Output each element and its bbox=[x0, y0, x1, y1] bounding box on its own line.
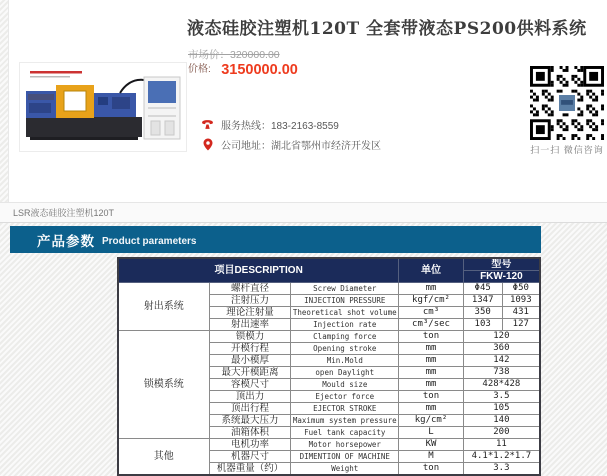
item-name-en: Opening stroke bbox=[291, 343, 399, 355]
value-cell: 200 bbox=[463, 427, 540, 439]
section-title-en: Product parameters bbox=[102, 236, 197, 247]
unit-cell: KW bbox=[399, 439, 464, 451]
item-name-cn: 注射压力 bbox=[209, 295, 291, 307]
item-name-cn: 机器重量（约） bbox=[209, 463, 291, 476]
col-header-model-no: FKW-120 bbox=[463, 271, 540, 283]
value-cell: Φ50 bbox=[502, 283, 540, 295]
value-cell: 127 bbox=[502, 319, 540, 331]
address-value: 湖北省鄂州市经济开发区 bbox=[271, 141, 381, 152]
item-name-en: Clamping force bbox=[291, 331, 399, 343]
unit-cell: mm bbox=[399, 283, 464, 295]
col-header-unit: 单位 bbox=[399, 258, 464, 283]
price-label: 价格: bbox=[188, 64, 211, 75]
unit-cell: kgf/cm² bbox=[399, 295, 464, 307]
address-text bbox=[221, 137, 381, 152]
table-head bbox=[118, 258, 540, 283]
hotline-text bbox=[221, 117, 339, 132]
category-cell: 锁模系统 bbox=[118, 331, 209, 439]
price-value: 3150000.00 bbox=[221, 62, 298, 78]
qr-caption: 扫一扫 微信咨询 bbox=[530, 145, 604, 155]
market-price-label: 市场价： bbox=[188, 49, 230, 61]
item-name-cn: 最大开模距离 bbox=[209, 367, 291, 379]
item-name-en: Screw Diameter bbox=[291, 283, 399, 295]
value-cell: 3.5 bbox=[463, 391, 540, 403]
value-cell: 350 bbox=[463, 307, 502, 319]
col-header-model: 型号 bbox=[463, 258, 540, 271]
item-name-cn: 螺杆直径 bbox=[209, 283, 291, 295]
item-name-en: Weight bbox=[291, 463, 399, 476]
unit-cell: kg/cm² bbox=[399, 415, 464, 427]
unit-cell: mm bbox=[399, 403, 464, 415]
item-name-cn: 理论注射量 bbox=[209, 307, 291, 319]
address-label: 公司地址： bbox=[221, 141, 271, 152]
unit-cell: mm bbox=[399, 367, 464, 379]
value-cell: 428*428 bbox=[463, 379, 540, 391]
unit-cell: mm bbox=[399, 343, 464, 355]
item-name-cn: 顶出行程 bbox=[209, 403, 291, 415]
item-name-cn: 开模行程 bbox=[209, 343, 291, 355]
product-image[interactable] bbox=[19, 62, 187, 152]
section-title-cn: 产品参数 bbox=[37, 233, 95, 249]
unit-cell: mm bbox=[399, 355, 464, 367]
value-cell: 11 bbox=[463, 439, 540, 451]
item-name-en: Injection rate bbox=[291, 319, 399, 331]
qr-code bbox=[530, 66, 604, 140]
hotline-row bbox=[201, 117, 339, 132]
item-name-cn: 系统最大压力 bbox=[209, 415, 291, 427]
value-cell: 4.1*1.2*1.7 bbox=[463, 451, 540, 463]
unit-cell: cm³ bbox=[399, 307, 464, 319]
item-name-en: Ejector force bbox=[291, 391, 399, 403]
value-cell: 3.3 bbox=[463, 463, 540, 476]
product-summary-panel bbox=[8, 0, 607, 202]
address-row bbox=[201, 137, 381, 152]
location-pin-icon bbox=[201, 138, 214, 151]
item-name-cn: 容模尺寸 bbox=[209, 379, 291, 391]
category-cell: 其他 bbox=[118, 439, 209, 476]
qr-block bbox=[527, 66, 607, 156]
item-name-cn: 锁模力 bbox=[209, 331, 291, 343]
param-table-body bbox=[118, 283, 540, 476]
table-row bbox=[118, 439, 540, 451]
machine-illustration bbox=[20, 63, 186, 151]
value-cell: 360 bbox=[463, 343, 540, 355]
item-name-en: DIMENTION OF MACHINE bbox=[291, 451, 399, 463]
tab-strip bbox=[0, 202, 607, 223]
table-row bbox=[118, 283, 540, 295]
item-name-cn: 油箱体积 bbox=[209, 427, 291, 439]
unit-cell: ton bbox=[399, 463, 464, 476]
unit-cell: M bbox=[399, 451, 464, 463]
item-name-en: Min.Mold bbox=[291, 355, 399, 367]
phone-icon bbox=[201, 118, 214, 131]
unit-cell: ton bbox=[399, 331, 464, 343]
value-cell: 140 bbox=[463, 415, 540, 427]
item-name-en: INJECTION PRESSURE bbox=[291, 295, 399, 307]
value-cell: 105 bbox=[463, 403, 540, 415]
price-row bbox=[188, 60, 298, 79]
table-row bbox=[118, 331, 540, 343]
item-name-cn: 最小模厚 bbox=[209, 355, 291, 367]
product-title: 液态硅胶注塑机120T 全套带液态PS200供料系统 bbox=[187, 19, 587, 39]
item-name-en: Theoretical shot volume bbox=[291, 307, 399, 319]
market-price-value: 320000.00 bbox=[230, 49, 280, 61]
section-header bbox=[10, 226, 541, 253]
unit-cell: cm³/sec bbox=[399, 319, 464, 331]
tab-product[interactable]: LSR液态硅胶注塑机120T bbox=[13, 208, 115, 218]
hotline-number: 183-2163-8559 bbox=[271, 121, 339, 132]
item-name-en: Motor horsepower bbox=[291, 439, 399, 451]
value-cell: 1093 bbox=[502, 295, 540, 307]
item-name-en: open Daylight bbox=[291, 367, 399, 379]
category-cell: 射出系统 bbox=[118, 283, 209, 331]
item-name-cn: 射出速率 bbox=[209, 319, 291, 331]
item-name-cn: 机器尺寸 bbox=[209, 451, 291, 463]
value-cell: 1347 bbox=[463, 295, 502, 307]
col-header-description: 项目DESCRIPTION bbox=[118, 258, 399, 283]
item-name-en: EJECTOR STROKE bbox=[291, 403, 399, 415]
value-cell: 103 bbox=[463, 319, 502, 331]
hotline-label: 服务热线： bbox=[221, 121, 271, 132]
item-name-cn: 顶出力 bbox=[209, 391, 291, 403]
value-cell: 431 bbox=[502, 307, 540, 319]
value-cell: 738 bbox=[463, 367, 540, 379]
unit-cell: L bbox=[399, 427, 464, 439]
value-cell: 120 bbox=[463, 331, 540, 343]
unit-cell: ton bbox=[399, 391, 464, 403]
value-cell: Φ45 bbox=[463, 283, 502, 295]
parameters-table bbox=[117, 257, 541, 476]
item-name-en: Mould size bbox=[291, 379, 399, 391]
item-name-cn: 电机功率 bbox=[209, 439, 291, 451]
unit-cell: mm bbox=[399, 379, 464, 391]
item-name-en: Maximum system pressure bbox=[291, 415, 399, 427]
value-cell: 142 bbox=[463, 355, 540, 367]
item-name-en: Fuel tank capacity bbox=[291, 427, 399, 439]
